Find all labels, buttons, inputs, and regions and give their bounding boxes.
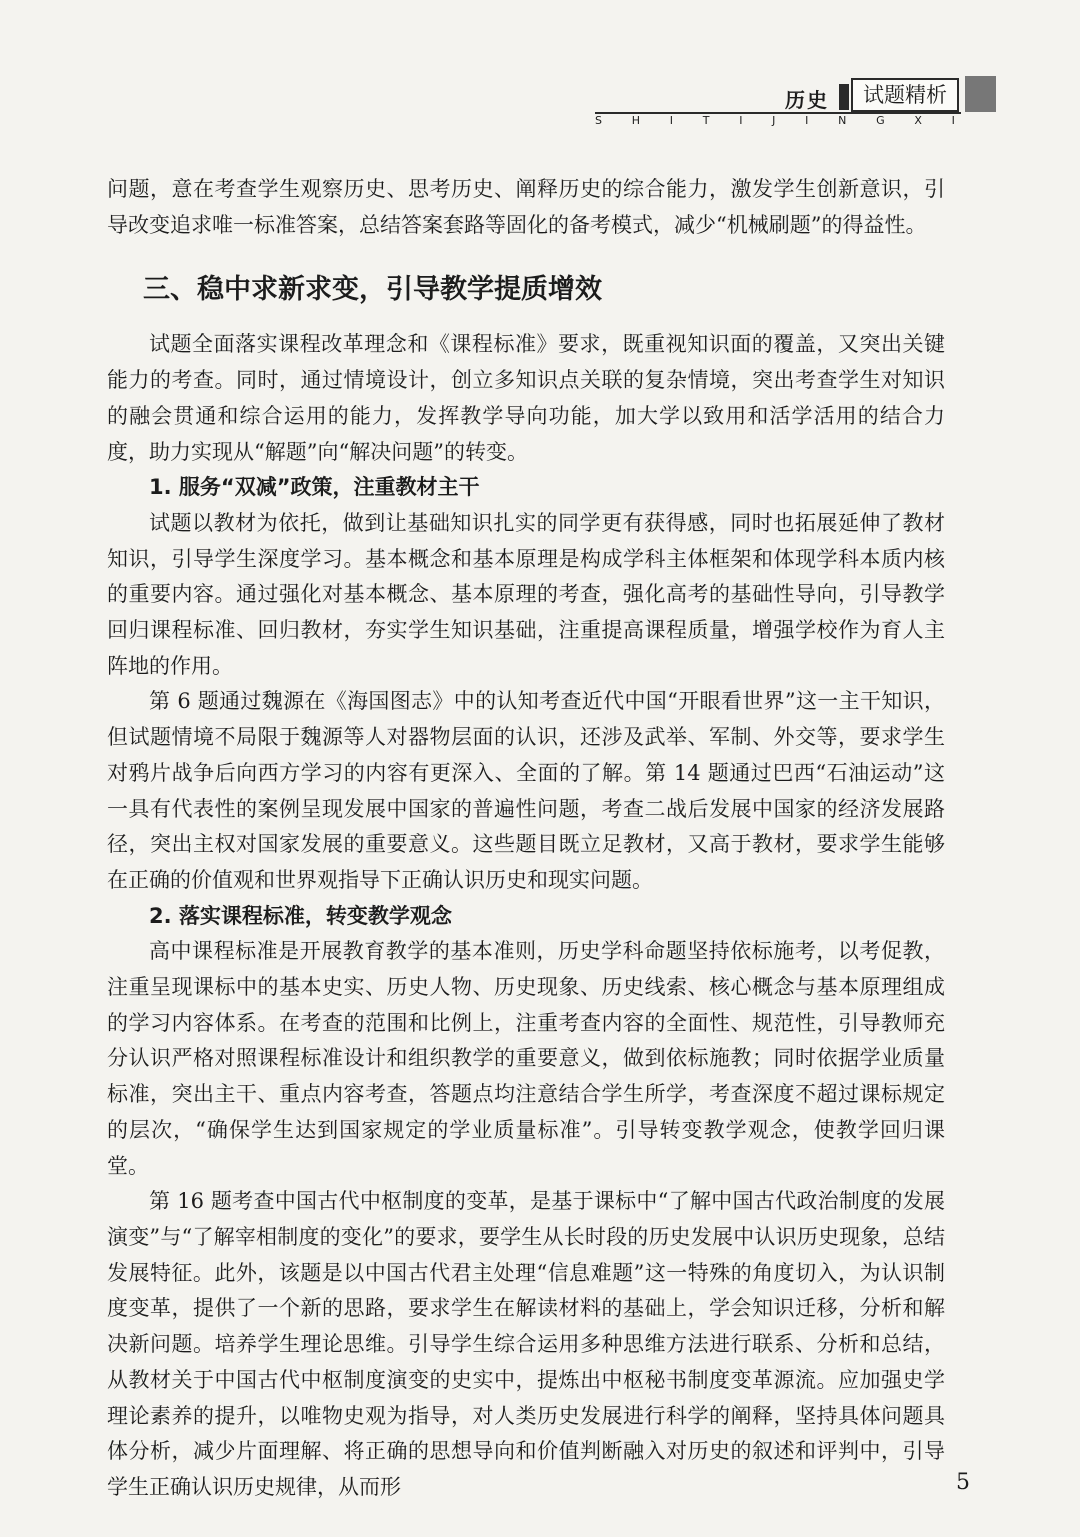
body-content	[107, 172, 945, 1506]
header-bar-decoration	[839, 84, 849, 110]
subsection-1-paragraph-1: 试题以教材为依托，做到让基础知识扎实的同学更有获得感，同时也拓展延伸了教材知识，引导学生深度学习。基本概念和基本原理是构成学科主体框架和体现学科本质内核的重要内容。通过强化对基本概念、基本原理的考查，强化高考的基础性导向，引导教学回归课程标准、回归教材，夯实学生知识基础，注重提高课程质量，增强学校作为育人主阵地的作用。	[107, 510, 945, 678]
pinyin-letter: I	[669, 114, 673, 127]
pinyin-letter: I	[951, 114, 955, 127]
page-number: 5	[956, 1470, 970, 1495]
pinyin-letter: I	[805, 114, 809, 127]
running-header	[595, 76, 996, 126]
subsection-1-title: 1. 服务“双减”政策，注重教材主干	[149, 475, 480, 500]
subsection-1-paragraph-2: 第 6 题通过魏源在《海国图志》中的认知考查近代中国“开眼看世界”这一主干知识，但试题情境不局限于魏源等人对器物层面的认识，还涉及武举、军制、外交等，要求学生对鸦片战争后向西方学习的内容有更深入、全面的了解。第 14 题通过巴西“石油运动”这一具有代表性的案例呈现发展中国家的普遍性问题，考查二战后发展中国家的经济发展路径，突出主权对国家发展的重要意义。这些题目既立足教材，又高于教材，要求学生能够在正确的价值观和世界观指导下正确认识历史和现实问题。	[107, 689, 945, 892]
pinyin-letter: H	[631, 114, 640, 127]
header-pinyin	[595, 114, 955, 127]
header-subject: 历史	[785, 88, 829, 112]
pinyin-letter: N	[838, 114, 847, 127]
subsection-2-paragraph-1: 高中课程标准是开展教育教学的基本准则，历史学科命题坚持依标施考，以考促教，注重呈现课标中的基本史实、历史人物、历史现象、历史线索、核心概念与基本原理组成的学习内容体系。在考查的范围和比例上，注重考查内容的全面性、规范性，引导教师充分认识严格对照课程标准设计和组织教学的重要意义，做到依标施教；同时依据学业质量标准，突出主干、重点内容考查，答题点均注意结合学生所学，考查深度不超过课标规定的层次，“确保学生达到国家规定的学业质量标准”。引导转变教学观念，使教学回归课堂。	[107, 939, 945, 1178]
pinyin-letter: S	[595, 114, 602, 127]
pinyin-letter: G	[876, 114, 885, 127]
subsection-2-title: 2. 落实课程标准，转变教学观念	[149, 903, 452, 928]
pinyin-letter: T	[702, 114, 710, 127]
section-title: 三、稳中求新求变，引导教学提质增效	[143, 274, 602, 306]
section-intro-paragraph: 试题全面落实课程改革理念和《课程标准》要求，既重视知识面的覆盖，又突出关键能力的考查。同时，通过情境设计，创立多知识点关联的复杂情境，突出考查学生对知识的融会贯通和综合运用的能力，发挥教学导向功能，加大学以致用和活学活用的结合力度，助力实现从“解题”向“解决问题”的转变。	[107, 332, 945, 464]
intro-paragraph: 问题，意在考查学生观察历史、思考历史、阐释历史的综合能力，激发学生创新意识，引导改变追求唯一标准答案，总结答案套路等固化的备考模式，减少“机械刷题”的得益性。	[107, 177, 945, 237]
pinyin-letter: J	[772, 114, 776, 127]
header-block-decoration	[965, 76, 996, 112]
subsection-2-paragraph-2: 第 16 题考查中国古代中枢制度的变革，是基于课标中“了解中国古代政治制度的发展演变”与“了解宰相制度的变化”的要求，要学生从长时段的历史发展中认识历史现象，总结发展特征。此外，该题是以中国古代君主处理“信息难题”这一特殊的角度切入，为认识制度变革，提供了一个新的思路，要求学生在解读材料的基础上，学会知识迁移，分析和解决新问题。培养学生理论思维。引导学生综合运用多种思维方法进行联系、分析和总结，从教材关于中国古代中枢制度演变的史实中，提炼出中枢秘书制度变革源流。应加强史学理论素养的提升，以唯物史观为指导，对人类历史发展进行科学的阐释，坚持具体问题具体分析，减少片面理解、将正确的思想导向和价值判断融入对历史的叙述和评判中，引导学生正确认识历史规律，从而形	[107, 1189, 945, 1499]
pinyin-letter: I	[739, 114, 743, 127]
header-section-label: 试题精析	[851, 78, 959, 112]
pinyin-letter: X	[914, 114, 922, 127]
